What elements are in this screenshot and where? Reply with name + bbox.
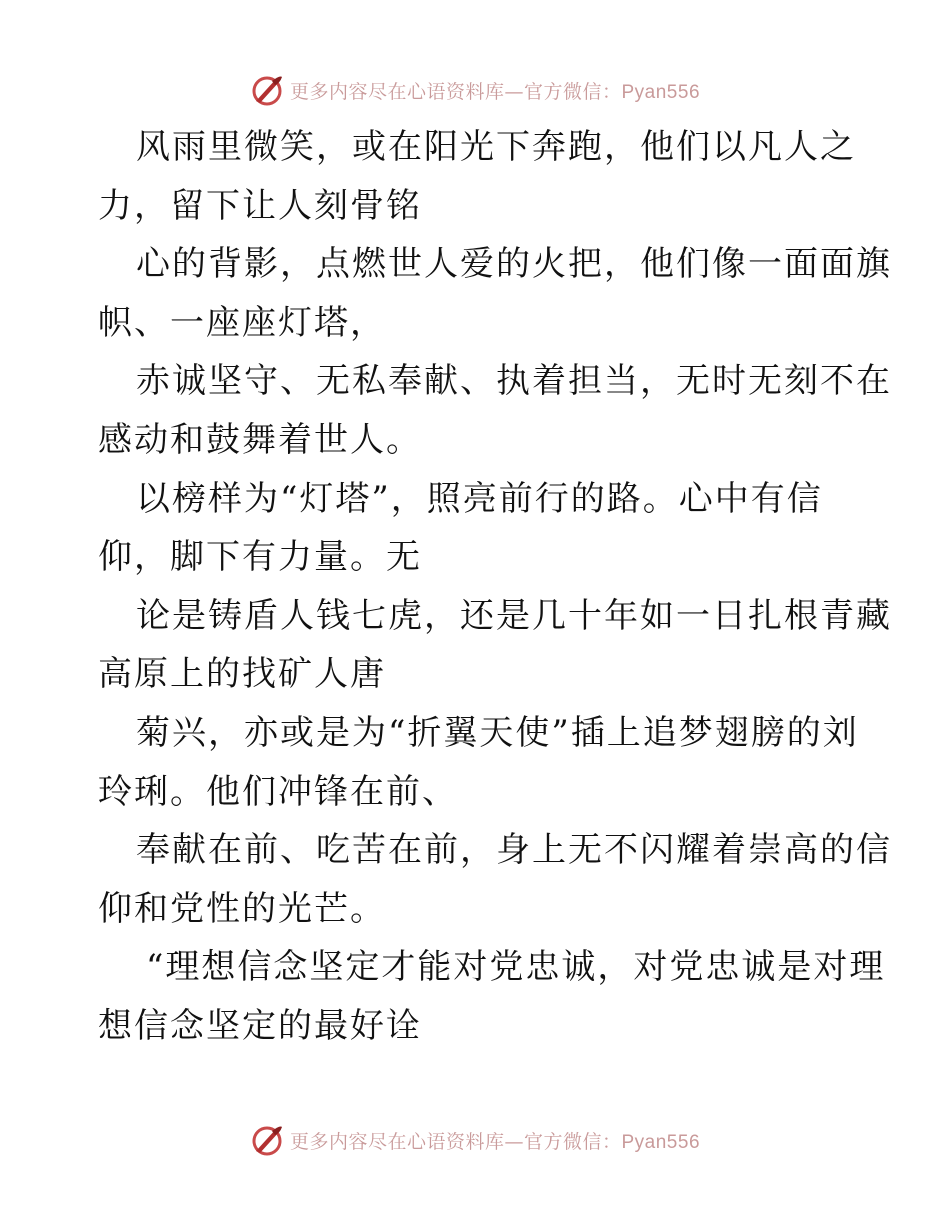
footer-banner-label: 更多内容尽在心语资料库—官方微信： <box>289 1130 622 1153</box>
body-line-1: 风雨里微笑，或在阳光下奔跑，他们以凡人之 <box>136 127 856 167</box>
body-line-7: 以榜样为“灯塔”，照亮前行的路。心中有信 <box>136 478 823 519</box>
body-line-11: 菊兴，亦或是为“折翼天使”插上追梦翅膀的刘 <box>136 712 859 753</box>
body-line-2: 力，留下让人刻骨铭 <box>98 185 422 226</box>
body-line-14: 仰和党性的光芒。 <box>98 888 386 929</box>
footer-banner-inner <box>250 1123 700 1157</box>
quill-pen-logo-icon <box>250 1123 284 1157</box>
body-line-15: “理想信念坚定才能对党忠诚，对党忠诚是对理 <box>146 947 886 988</box>
body-line-4: 帜、一座座灯塔， <box>98 302 386 343</box>
quill-pen-logo-icon <box>250 73 284 107</box>
body-line-10: 高原上的找矿人唐 <box>98 654 386 695</box>
body-line-9: 论是铸盾人钱七虎，还是几十年如一日扎根青藏 <box>136 595 892 636</box>
header-banner <box>0 70 950 110</box>
footer-wechat-id: Pyan556 <box>621 1131 701 1153</box>
footer-banner <box>0 1120 950 1160</box>
body-line-6: 感动和鼓舞着世人。 <box>98 419 422 460</box>
header-wechat-id: Pyan556 <box>621 81 701 103</box>
body-line-5: 赤诚坚守、无私奉献、执着担当，无时无刻不在 <box>136 361 892 402</box>
footer-banner-text <box>290 1127 700 1154</box>
body-line-12: 玲琍。他们冲锋在前、 <box>98 771 458 812</box>
body-line-8: 仰，脚下有力量。无 <box>98 537 422 578</box>
document-body <box>98 118 892 1056</box>
body-line-13: 奉献在前、吃苦在前，身上无不闪耀着崇高的信 <box>136 830 892 871</box>
body-line-3: 心的背影，点燃世人爱的火把，他们像一面面旗 <box>136 244 892 285</box>
header-banner-text <box>290 77 700 104</box>
body-line-16: 想信念坚定的最好诠 <box>98 1005 422 1046</box>
header-banner-label: 更多内容尽在心语资料库—官方微信： <box>289 80 622 103</box>
header-banner-inner <box>250 73 700 107</box>
